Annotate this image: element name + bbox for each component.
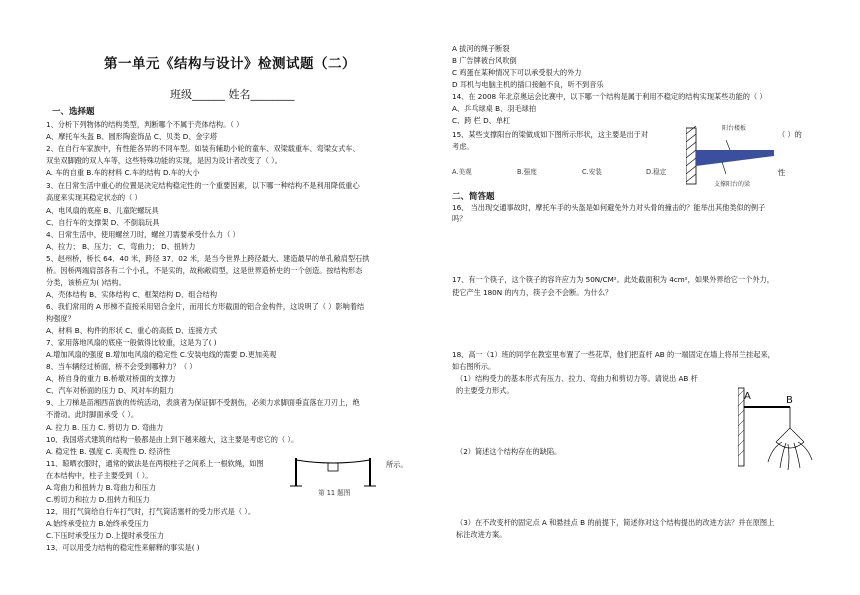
right-line-4: D 耳机与电脑主机的插口接触不良，听不到音乐 (452, 80, 604, 89)
left-line-14: 分类，该桥应为( )结构。 (46, 278, 126, 287)
left-line-26: A. 拉力 B. 压力 C. 剪切力 D. 弯曲力 (46, 423, 164, 432)
left-line-12: 5、赵州桥，桥长 64．40 米，跨径 37．02 米，是当今世界上跨径最大、建造最早的单孔敞肩型石拱 (46, 254, 370, 263)
q18-part1-line1: （1）结构受力的基本形式有压力、拉力、弯曲力和剪切力等。请说出 AB 杆 (456, 374, 698, 383)
q16-line1: 16、 当出现交通事故时，摩托车手的头盔是如何避免外力对头骨的撞击的？能举出其他类似的例子 (452, 203, 766, 212)
left-line-2: A、摩托车头盔 B、圆形陶瓷饰品 C、贝类 D、金字塔 (46, 132, 218, 141)
left-line-6: 3、在日常生活中重心的位置是决定结构稳定性的一个重要因素，以下哪一种结构不是利用降低重心 (46, 181, 360, 190)
right-line-2: B 广告牌被台风吹倒 (452, 56, 517, 65)
left-line-21: 8、当车辆经过桥面，桥不会受到哪种力？（ ） (46, 362, 197, 371)
left-line-7: 高度来实现其稳定状态的（ ） (46, 193, 142, 202)
q17-line1: 17、有一个筷子，这个筷子的容许应力为 50N/CM²。此处截面积为 4cm²，如果外界给它一个外力， (452, 275, 774, 284)
hanging-plant-diagram (738, 370, 828, 474)
left-line-13: 桥。因桥两端肩部各有二个小孔，不是实的，故称敞肩型，这是世界造桥史的一个创造。按结构形态 (46, 266, 363, 275)
left-line-11: A、拉力； B、压力； C、弯曲力； D、扭转力 (46, 242, 196, 251)
q15-line2: 考虑。 (452, 142, 474, 151)
left-line-33: 12、用打气筒给自行车打气时，打气筒活塞杆的受力形式是（ ）。 (46, 507, 256, 516)
q15-option-c: C.安装 (582, 168, 602, 176)
q18-line2: 如右图所示。 (452, 362, 496, 371)
q18-part3-line1: （3）在不改变杆的固定点 A 和悬挂点 B 的前提下，简述你对这个结构提出的改进方法？并在原图上 (456, 518, 775, 527)
left-line-25: 不滑动。此时脚面承受（ ）。 (46, 410, 139, 419)
right-line-3: C 鸡蛋在某种情况下可以承受很大的外力 (452, 68, 582, 77)
left-line-31: A.弯曲力和扭转力 B.弯曲力和压力 (46, 483, 157, 492)
left-line-34: A.始终承受拉力 B.始终承受压力 (46, 519, 149, 528)
q15-line1-tail: （ ）的 (778, 130, 802, 139)
left-line-32: C.剪切力和拉力 D.扭转力和压力 (46, 495, 150, 504)
left-line-20: A.增加风扇的强度 B.增加电风扇的稳定性 C.安装电线的需要 D.更加美观 (46, 350, 277, 359)
left-line-29: 11、晾晒衣服时，通常的做法是在两根柱子之间系上一根软绳，如图 (46, 459, 264, 468)
left-line-22: A、桥自身的重力 B.桥墩对桥面的支撑力 (46, 374, 176, 383)
left-line-36: 13、可以用受力结构的稳定性来解释的事实是( ) (46, 543, 200, 552)
q15-label-bottom: 支撑阳台的梁 (714, 181, 751, 188)
left-line-23: C、汽车对桥面的压力 D、风对车的阻力 (46, 386, 174, 395)
section-short-answer-heading: 二、简答题 (452, 192, 495, 202)
q18-part3-line2: 标注改进方案。 (456, 530, 507, 539)
section-choice-heading: 一、选择题 (52, 107, 95, 117)
q15-line1: 15、某些支撑阳台的梁做成如下图所示形状，这主要是出于对 (452, 130, 649, 139)
left-line-28: A. 稳定性 B. 强度 C. 美观性 D. 经济性 (46, 447, 171, 456)
q15-option-a: A.美观 (452, 168, 472, 176)
left-line-15: A、壳体结构 B、实体结构 C、框架结构 D、组合结构 (46, 290, 218, 299)
left-line-17: 构强度？ (46, 314, 75, 323)
q18-label-b: B (786, 395, 793, 406)
q18-line1: 18、高一（1）班的同学在教室里布置了一些花草，他们把直杆 AB 的一端固定在墙上将吊兰挂起来， (452, 350, 775, 359)
q15-option-b: B.强度 (517, 168, 537, 176)
left-line-9: C、自行车的支撑架 D、不倒翁玩具 (46, 218, 160, 227)
q18-part2: （2）简述这个结构存在的缺陷。 (456, 447, 562, 456)
q15-option-d: D.稳定 (646, 168, 667, 176)
left-line-35: C.下压时承受压力 D.上提时承受压力 (46, 531, 165, 540)
right-line-1: A 拔河的绳子断裂 (452, 44, 510, 53)
figure-18-hanging-plant (738, 370, 828, 474)
q18-label-a: A (744, 391, 751, 402)
right-line-6: A、乒乓球桌 B、羽毛球拍 (452, 104, 537, 113)
left-line-27: 10、我国塔式建筑的结构一般都是由上到下越来越大，这主要是考虑它的（ ）。 (46, 435, 299, 444)
left-line-1: 1、分析下列物体的结构类型，判断哪个不属于壳体结构。（ ） (46, 120, 244, 129)
right-line-7: C、跨 栏 D、单杠 (452, 116, 511, 125)
q18-part1-line2: 的主要受力形式。 (456, 386, 514, 395)
q17-line2: 使它产生 180N 的内力，筷子会不会断。为什么？ (452, 288, 613, 297)
left-line-18: A、材料 B、构件的形状 C、重心的高低 D、连接方式 (46, 326, 218, 335)
left-line-24: 9、上刀梯是苗湘西苗族的传统活动，表演者为保证脚不受割伤，必须力求脚面垂直落在刀刃上，绝 (46, 398, 360, 407)
name-class-line: 班级______ 姓名________ (170, 88, 295, 101)
left-line-3: 2、在自行车家族中，有性能各异的不同车型。如装有辅助小轮的童车、双梁载重车、弯梁女式车、 (46, 144, 360, 153)
left-line-19: 7、家用落地风扇的底座一般做得比较重，这是为了( ) (46, 338, 217, 347)
left-line-10: 4、日常生活中，使用螺丝刀时，螺丝刀需要承受什么力（ ） (46, 230, 240, 239)
left-line-16: 6、我们常用的 A 形梯不直接采用铝合金片，而用长方形截面的铝合金构件，这说明了（ ）影响着结 (46, 302, 365, 311)
figure-11-caption: 第 11 题图 (318, 489, 351, 497)
left-line-8: A、电风扇的底座 B、儿童陀螺玩具 (46, 206, 159, 215)
right-line-5: 14、在 2008 年北京奥运会比赛中，以下哪一个结构是属于利用不稳定的结构实现某些功能的（ ） (452, 92, 767, 101)
page-title: 第一单元《结构与设计》检测试题（二） (104, 56, 356, 72)
left-line-4: 双坐双脚蹬的双人车等，这些特殊功能的实现，是因为设计者改变了（ ）。 (46, 156, 282, 165)
q15-label-top: 阳台楼板 (722, 125, 747, 132)
q15-option-tail: 性 (778, 168, 786, 177)
left-line-30: 在本结构中，柱子主要受到（ ）。 (46, 471, 153, 480)
left-line-5: A. 车的自重 B.车的材料 C.车的结构 D.车的大小 (46, 168, 200, 177)
figure-11-suffix: 所示。 (386, 460, 408, 469)
q16-line2: 吗？ (452, 214, 467, 223)
